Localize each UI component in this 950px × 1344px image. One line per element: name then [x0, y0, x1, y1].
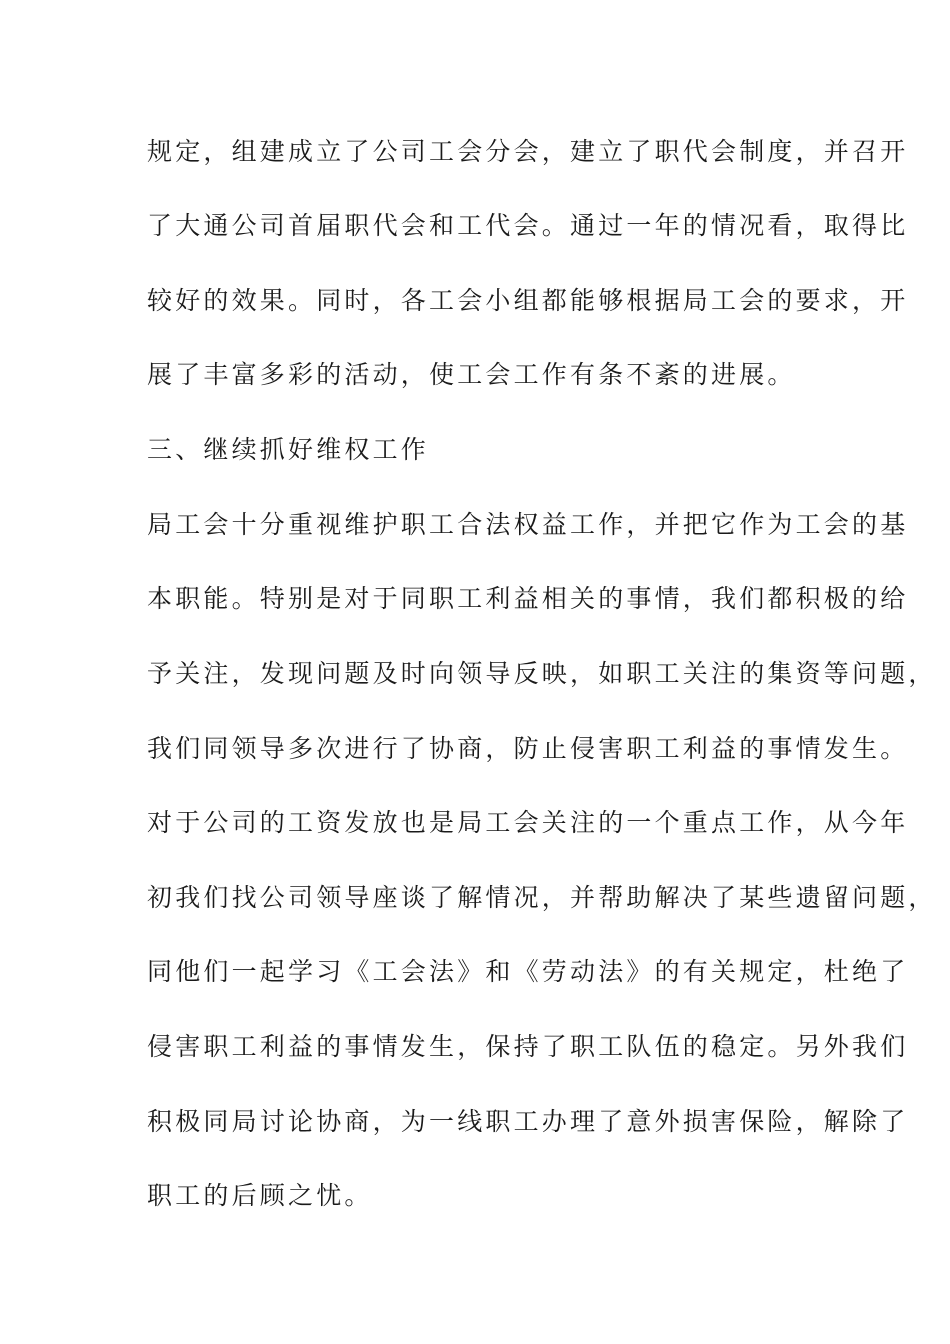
paragraph-line: 了大通公司首届职代会和工代会。通过一年的情况看，取得比 [147, 211, 909, 240]
paragraph-line: 积极同局讨论协商，为一线职工办理了意外损害保险，解除了 [147, 1107, 909, 1136]
paragraph-line: 展了丰富多彩的活动，使工会工作有条不紊的进展。 [147, 360, 796, 389]
paragraph-line: 予关注，发现问题及时向领导反映，如职工关注的集资等问题， [147, 659, 937, 688]
paragraph-line: 侵害职工利益的事情发生，保持了职工队伍的稳定。另外我们 [147, 1032, 909, 1061]
paragraph-line: 同他们一起学习《工会法》和《劳动法》的有关规定，杜绝了 [147, 957, 909, 986]
paragraph-line: 规定，组建成立了公司工会分会，建立了职代会制度，并召开 [147, 137, 909, 166]
section-heading: 三、继续抓好维权工作 [147, 435, 430, 464]
paragraph-line: 职工的后顾之忧。 [147, 1181, 373, 1210]
paragraph-line: 局工会十分重视维护职工合法权益工作，并把它作为工会的基 [147, 510, 909, 539]
paragraph-line: 初我们找公司领导座谈了解情况，并帮助解决了某些遗留问题， [147, 883, 937, 912]
paragraph-line: 对于公司的工资发放也是局工会关注的一个重点工作，从今年 [147, 808, 909, 837]
paragraph-line: 较好的效果。同时，各工会小组都能够根据局工会的要求，开 [147, 286, 909, 315]
paragraph-line: 本职能。特别是对于同职工利益相关的事情，我们都积极的给 [147, 584, 909, 613]
paragraph-line: 我们同领导多次进行了协商，防止侵害职工利益的事情发生。 [147, 734, 909, 763]
